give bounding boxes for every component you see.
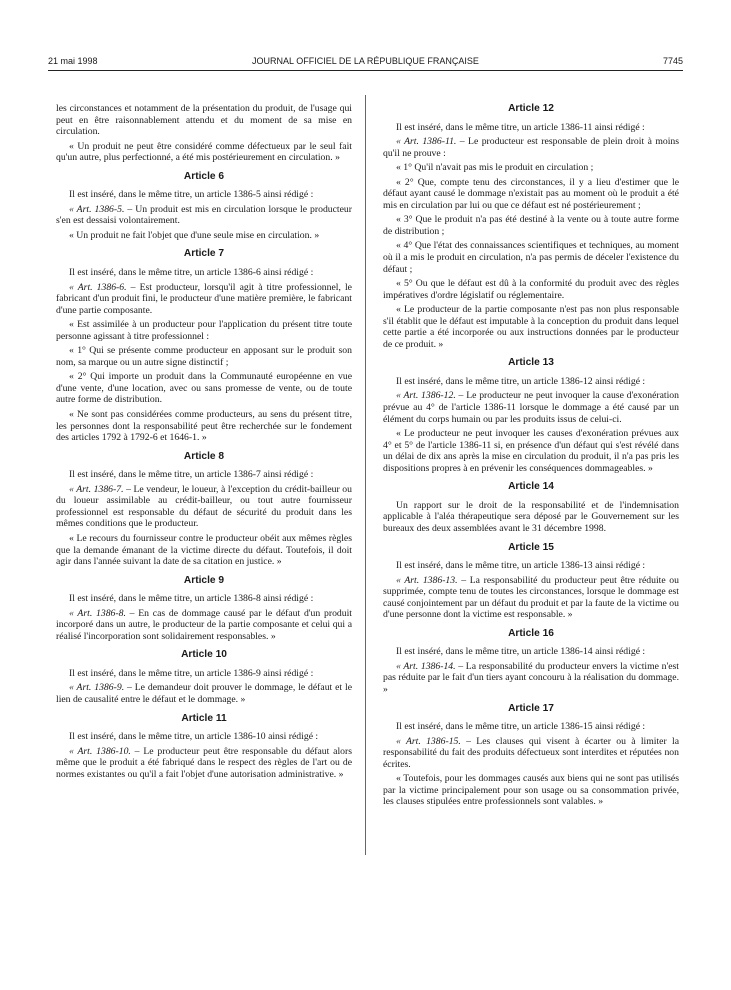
article-ref: « Art. 1386-14. <box>396 660 456 672</box>
article-heading: Article 7 <box>183 248 225 260</box>
paragraph: Il est inséré, dans le même titre, un article 1386-9 ainsi rédigé : <box>69 667 314 679</box>
paragraph: « Le recours du fournisseur contre le producteur obéit aux mêmes règles que la demande émanant de la victime directe du défaut. Toutefois, il doit agir dans l'année suivant la date de sa citation en justice. » <box>56 532 352 568</box>
left-column <box>56 103 352 783</box>
paragraph: « 2° Qui importe un produit dans la Communauté européenne en vue d'une vente, d'une location, avec ou sans promesse de vente, ou de toute autre forme de distribution. <box>56 371 352 406</box>
article-ref: « Art. 1386-13. <box>396 574 458 586</box>
article-ref: « Art. 1386-7. <box>69 483 124 495</box>
paragraph-text: – Un produit est mis en circulation lorsque le producteur s'en est dessaisi volontairement. <box>56 203 352 227</box>
page-number: 7745 <box>662 56 683 66</box>
paragraph: « 1° Qui se présente comme producteur en apposant sur le produit son nom, sa marque ou un autre signe distinctif ; <box>56 345 352 368</box>
article-ref: « Art. 1386-8. <box>69 607 126 619</box>
paragraph: « Toutefois, pour les dommages causés aux biens qui ne sont pas utilisés par la victime principalement pour son usage ou sa consommation privée, les clauses stipulées entre professionnels sont valables. » <box>383 773 679 808</box>
article-heading: Article 14 <box>508 481 554 493</box>
paragraph <box>383 736 679 771</box>
page-header <box>48 56 683 70</box>
paragraph: Il est inséré, dans le même titre, un article 1386-11 ainsi rédigé : <box>396 121 645 133</box>
paragraph <box>383 390 679 425</box>
article-ref: « Art. 1386-5. <box>69 203 125 215</box>
journal-title: JOURNAL OFFICIEL DE LA RÉPUBLIQUE FRANÇAISE <box>252 56 479 66</box>
article-heading: Article 15 <box>508 541 554 553</box>
article-heading: Article 17 <box>508 702 554 714</box>
paragraph-text: – La responsabilité du producteur envers la victime n'est pas réduite par le fait d'un tiers ayant concouru à la réalisation du dommage. » <box>383 660 679 695</box>
right-column <box>383 103 679 811</box>
article-ref: « Art. 1386-6. <box>69 281 127 293</box>
paragraph: Il est inséré, dans le même titre, un article 1386-5 ainsi rédigé : <box>69 189 314 201</box>
article-heading: Article 11 <box>181 712 227 724</box>
column-divider <box>365 95 366 855</box>
paragraph: les circonstances et notamment de la présentation du produit, de l'usage qui peut en être raisonnablement attendu et du moment de sa mise en circulation. <box>56 103 352 138</box>
paragraph: « 2° Que, compte tenu des circonstances, il y a lieu d'estimer que le défaut ayant causé le dommage n'existait pas au moment où le produit a été mis en circulation par lui ou que ce défaut est né postérieurement ; <box>383 176 679 211</box>
paragraph-text: – Les clauses qui visent à écarter ou à limiter la responsabilité du fait des produits défectueux sont interdites et réputées non écrites. <box>383 735 679 770</box>
paragraph: « Un produit ne fait l'objet que d'une seule mise en circulation. » <box>69 229 320 241</box>
paragraph: « Le producteur de la partie composante n'est pas non plus responsable s'il établit que le défaut est imputable à la conception du produit dans lequel cette partie a été incorporée ou aux instructions données par le producteur de ce produit. » <box>383 304 679 350</box>
paragraph <box>56 484 352 530</box>
paragraph: « Un produit ne peut être considéré comme défectueux par le seul fait qu'un autre, plus perfectionné, a été mis postérieurement en circulation. » <box>56 140 352 164</box>
article-heading: Article 16 <box>508 627 554 639</box>
paragraph: Il est inséré, dans le même titre, un article 1386-13 ainsi rédigé : <box>396 560 646 572</box>
paragraph-text: – La responsabilité du producteur peut être réduite ou supprimée, compte tenu de toutes les circonstances, lorsque le dommage est causé conjointement par un défaut du produit et par la faute de la victime ou d'une personne dont la victime est responsable. » <box>383 574 679 621</box>
header-rule <box>48 70 683 71</box>
paragraph: « 3° Que le produit n'a pas été destiné à la vente ou à toute autre forme de distribution ; <box>383 214 679 237</box>
paragraph <box>56 746 352 781</box>
paragraph: Il est inséré, dans le même titre, un article 1386-12 ainsi rédigé : <box>396 375 646 387</box>
paragraph: « Ne sont pas considérées comme producteurs, au sens du présent titre, les personnes dont la responsabilité peut être recherchée sur le fondement des articles 1792 à 1792-6 et 1646-1. » <box>56 409 352 444</box>
header-date: 21 mai 1998 <box>48 56 98 66</box>
paragraph: Il est inséré, dans le même titre, un article 1386-8 ainsi rédigé : <box>69 593 314 605</box>
paragraph <box>56 682 352 705</box>
paragraph: « Est assimilée à un producteur pour l'application du présent titre toute personne agissant à titre professionnel : <box>56 319 352 342</box>
article-ref: « Art. 1386-12. <box>396 390 456 402</box>
article-ref: « Art. 1386-10. <box>69 745 131 757</box>
paragraph-text: – Le demandeur doit prouver le dommage, le défaut et le lien de causalité entre le défaut et le dommage. » <box>56 682 352 705</box>
paragraph: Il est inséré, dans le même titre, un article 1386-10 ainsi rédigé : <box>69 731 319 743</box>
paragraph-text: – Le producteur est responsable de plein droit à moins qu'il ne prouve : <box>383 136 680 159</box>
article-ref: « Art. 1386-9. <box>69 682 125 694</box>
article-heading: Article 6 <box>183 170 225 182</box>
article-ref: « Art. 1386-15. <box>396 735 461 747</box>
paragraph: Il est inséré, dans le même titre, un article 1386-15 ainsi rédigé : <box>396 721 646 733</box>
paragraph: « 4° Que l'état des connaissances scientifiques et techniques, au moment où il a mis le produit en circulation, n'a pas permis de déceler l'existence du défaut ; <box>383 240 679 275</box>
article-ref: « Art. 1386-11. <box>396 136 457 148</box>
paragraph-text: – En cas de dommage causé par le défaut d'un produit incorporé dans un autre, le producteur de la partie composante et celui qui a réalisé l'incorporation sont solidairement responsables. » <box>56 607 352 642</box>
paragraph <box>56 204 352 227</box>
paragraph: Il est inséré, dans le même titre, un article 1386-6 ainsi rédigé : <box>69 267 314 279</box>
paragraph: Il est inséré, dans le même titre, un article 1386-14 ainsi rédigé : <box>396 646 646 658</box>
article-heading: Article 13 <box>508 357 554 369</box>
article-heading: Article 9 <box>183 574 225 586</box>
paragraph <box>383 661 679 696</box>
article-heading: Article 12 <box>508 103 554 114</box>
paragraph-text: – Le producteur peut être responsable du défaut alors même que le produit a été fabriqué dans le respect des règles de l'art ou de normes existantes ou qu'il a fait l'objet d'une autorisation administrative. » <box>56 745 352 780</box>
paragraph <box>383 136 679 159</box>
paragraph-text: – Le producteur ne peut invoquer la cause d'exonération prévue au 4° de l'article 1386-11 lorsque le dommage a été causé par un élément du corps humain ou par les produits issus de celui-ci. <box>383 390 679 425</box>
article-heading: Article 8 <box>183 450 225 462</box>
paragraph <box>383 575 679 621</box>
paragraph: « 5° Ou que le défaut est dû à la conformité du produit avec des règles impératives d'ordre législatif ou réglementaire. <box>383 278 679 301</box>
paragraph <box>56 282 352 317</box>
paragraph: « Le producteur ne peut invoquer les causes d'exonération prévues aux 4° et 5° de l'article 1386-11 si, en présence d'un défaut qui s'est révélé dans un délai de dix ans après la mise en circulation du produit, il n'a pas pris les dispositions propres à en prévenir les conséquences dommageables. » <box>383 428 679 474</box>
paragraph-text: – Est producteur, lorsqu'il agit à titre professionnel, le fabricant d'un produit fini, le producteur d'une matière première, le fabricant d'une partie composante. <box>56 281 352 316</box>
paragraph <box>56 608 352 643</box>
paragraph: Un rapport sur le droit de la responsabilité et de l'indemnisation applicable à l'aléa thérapeutique sera déposé par le Gouvernement sur les bureaux des deux assemblées avant le 31 décembre 1998. <box>383 499 679 534</box>
paragraph: « 1° Qu'il n'avait pas mis le produit en circulation ; <box>396 162 594 174</box>
paragraph: Il est inséré, dans le même titre, un article 1386-7 ainsi rédigé : <box>69 469 314 481</box>
article-heading: Article 10 <box>181 649 227 661</box>
paragraph-text: – Le vendeur, le loueur, à l'exception du crédit-bailleur ou du loueur assimilable au crédit-bailleur, ou tout autre fournisseur professionnel est responsable du défaut de sécurité du produit dans les mêmes conditions que le producteur. <box>56 483 352 530</box>
